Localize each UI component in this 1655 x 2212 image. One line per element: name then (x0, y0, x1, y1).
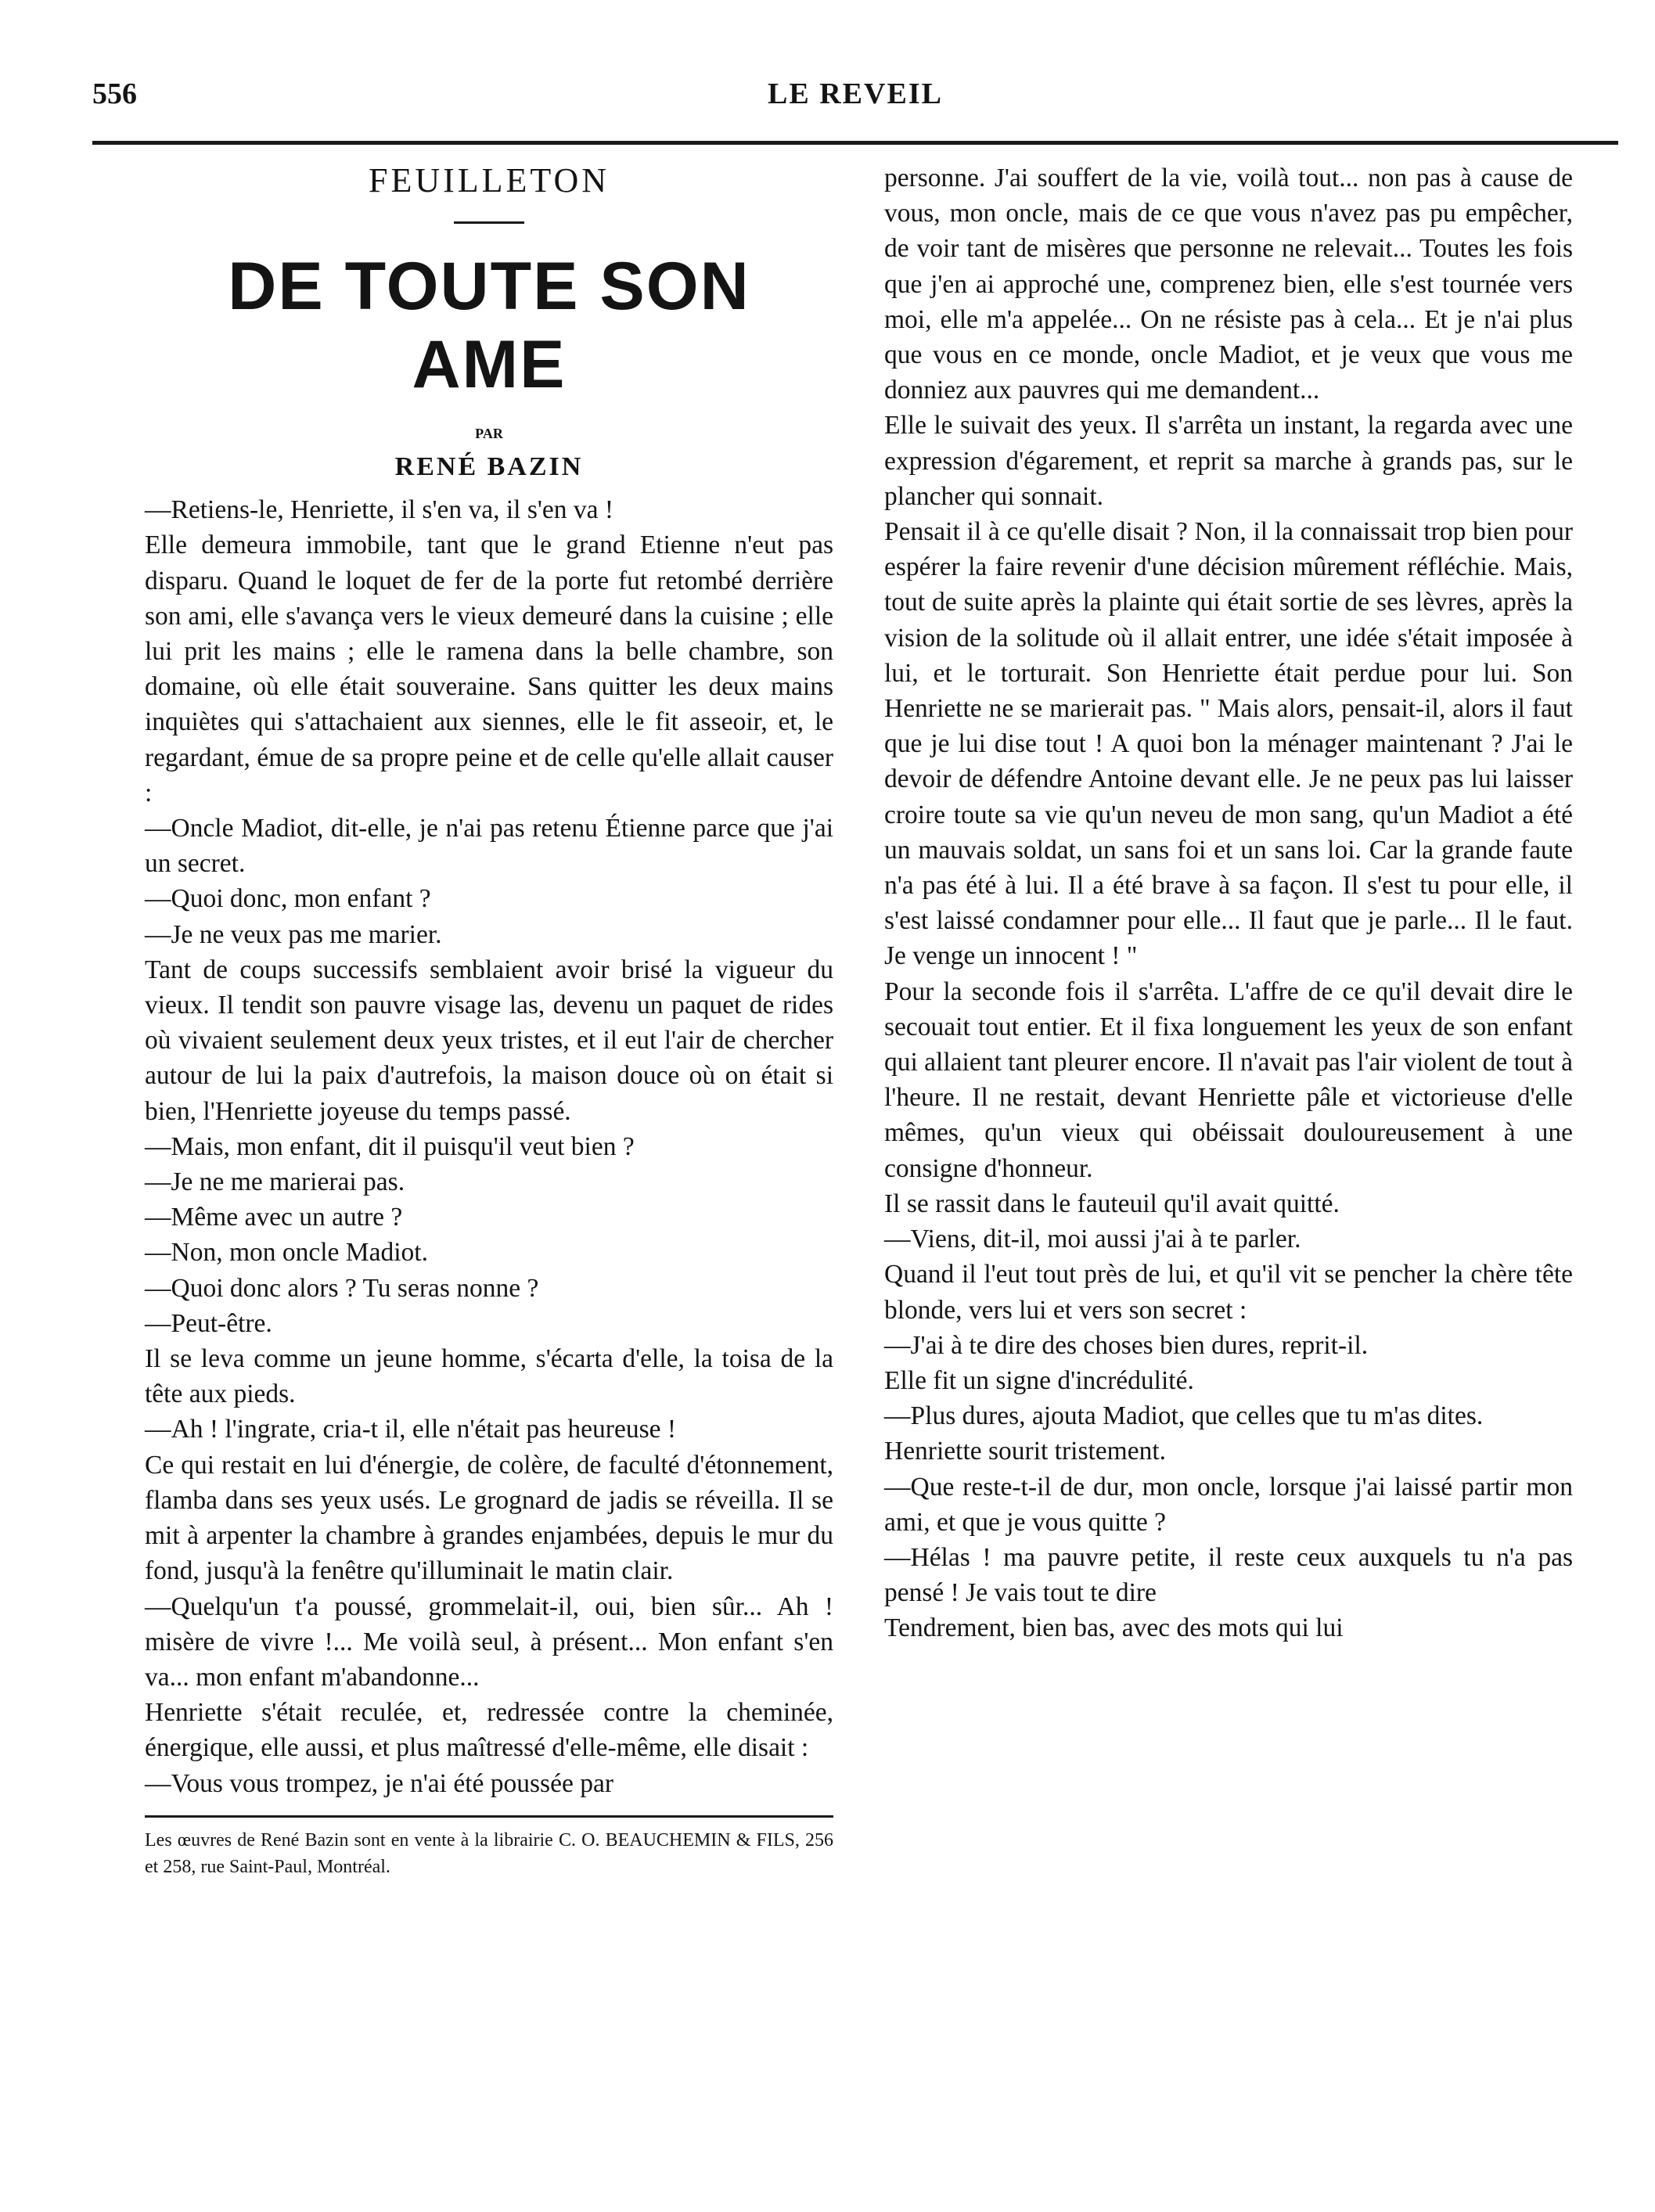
paragraph: —Non, mon oncle Madiot. (145, 1238, 428, 1268)
paragraph: —Viens, dit-il, moi aussi j'ai à te parler. (884, 1225, 1301, 1254)
paragraph: Il se leva comme un jeune homme, s'écarta d'elle, la toisa de la tête aux pieds. (145, 1344, 833, 1409)
paragraph: —Plus dures, ajouta Madiot, que celles que tu m'as dites. (884, 1401, 1484, 1431)
right-column (884, 160, 1573, 1646)
paragraph: —Vous vous trompez, je n'ai été poussée par (145, 1768, 613, 1798)
header-rule (92, 141, 1618, 145)
paragraph: Pensait il à ce qu'elle disait ? Non, il la connaissait trop bien pour espérer la faire revenir d'une décision mûrement réfléchie. Mais, tout de suite après la plainte qui était sortie de ses lèvres, après la vision de la solitude où il allait entrer, une idée s'était imposée à lui, et le torturait. Son Henriette était perdue pour lui. Son Henriette ne se marierait pas. " Mais alors, pensait-il, alors il faut que je lui dise tout ! A quoi bon la ménager maintenant ? J'ai le devoir de défendre Antoine devant elle. Je ne peux pas lui laisser croire toute sa vie qu'un neveu de mon sang, qu'un Madiot a été un mauvais soldat, un sans foi et un sans loi. Car la grande faute n'a pas été à lui. Il a été brave à sa façon. Il s'est tu pour elle, il s'est laissé condamner pour elle... Il faut que je parle... Il le faut. Je venge un innocent ! " (884, 517, 1573, 971)
paragraph: —Que reste-t-il de dur, mon oncle, lorsque j'ai laissé partir mon ami, et que je vous quitte ? (884, 1472, 1573, 1537)
paragraph: Henriette sourit tristement. (884, 1437, 1167, 1466)
paragraph: Ce qui restait en lui d'énergie, de colère, de faculté d'étonnement, flamba dans ses yeux usés. Le grognard de jadis se réveilla. Il se mit à arpenter la chambre à grandes enjambées, depuis le mur du fond, jusqu'à la fenêtre qu'illuminait le matin clair. (145, 1450, 833, 1586)
author-name: RENÉ BAZIN (394, 452, 584, 481)
paragraph: —Quoi donc alors ? Tu seras nonne ? (145, 1273, 539, 1303)
page-header (92, 77, 1618, 124)
paragraph: —Peut-être. (145, 1308, 272, 1338)
paragraph: personne. J'ai souffert de la vie, voilà tout... non pas à cause de vous, mon oncle, mais de ce que vous n'avez pas pu empêcher, de voir tant de misères que personne ne relevait... Toutes les fois que j'en ai approché une, comprenez bien, elle s'est tournée vers moi, elle m'a appelée... On ne résiste pas à cela... Et je n'ai plus que vous en ce monde, oncle Madiot, et je veux que vous me donniez aux pauvres qui me demandent... (884, 164, 1573, 405)
paragraph: Henriette s'était reculée, et, redressée contre la cheminée, énergique, elle aussi, et plus maîtressé d'elle-même, elle disait : (145, 1698, 833, 1763)
paragraph: —Quelqu'un t'a poussé, grommelait-il, oui, bien sûr... Ah ! misère de vivre !... Me voilà seul, à présent... Mon enfant s'en va... mon enfant m'abandonne... (145, 1592, 833, 1692)
story-title: DE TOUTE SON AME (228, 249, 750, 402)
page-number: 556 (92, 77, 137, 110)
paragraph: —Oncle Madiot, dit-elle, je n'ai pas retenu Étienne parce que j'ai un secret. (145, 814, 833, 879)
footnote: Les œuvres de René Bazin sont en vente à la librairie C. O. BEAUCHEMIN & FILS, 256 et 258, rue Saint-Paul, Montréal. (145, 1829, 833, 1877)
paragraph: Elle le suivait des yeux. Il s'arrêta un instant, la regarda avec une expression d'égarement, et reprit sa marche à grands pas, sur le plancher qui sonnait. (884, 411, 1573, 511)
paragraph: Il se rassit dans le fauteuil qu'il avait quitté. (884, 1189, 1340, 1218)
section-rule (454, 221, 524, 224)
paragraph: —Ah ! l'ingrate, cria-t il, elle n'était pas heureuse ! (145, 1415, 677, 1444)
paragraph: Pour la seconde fois il s'arrêta. L'affre de ce qu'il devait dire le secouait tout entier. Et il fixa longuement les yeux de son enfant qui allaient tant pleurer encore. Il n'avait pas l'air violent de tout à l'heure. Il ne restait, devant Henriette pâle et victorieuse d'elle mêmes, qu'un vieux qui obéissait douloureusement à une consigne d'honneur. (884, 977, 1573, 1183)
left-column (145, 160, 833, 1880)
journal-title: LE REVEIL (768, 77, 943, 110)
section-heading: FEUILLETON (368, 161, 610, 200)
paragraph: Elle demeura immobile, tant que le grand Etienne n'eut pas disparu. Quand le loquet de fer de la porte fut retombé derrière son ami, elle s'avança vers le vieux demeuré dans la cuisine ; elle lui prit les mains ; elle le ramena dans la belle chambre, son domaine, où elle était souveraine. Sans quitter les deux mains inquiètes qui s'attachaient aux siennes, elle le fit asseoir, et, le regardant, émue de sa propre peine et de celle qu'elle allait causer : (145, 531, 833, 807)
byline-par: PAR (475, 426, 503, 441)
paragraph: —Quoi donc, mon enfant ? (145, 884, 431, 914)
paragraph: —Mais, mon enfant, dit il puisqu'il veut bien ? (145, 1131, 635, 1161)
footnote-rule (145, 1815, 833, 1818)
paragraph: —J'ai à te dire des choses bien dures, reprit-il. (884, 1330, 1369, 1360)
paragraph: —Retiens-le, Henriette, il s'en va, il s'en va ! (145, 495, 614, 525)
paragraph: Tant de coups successifs semblaient avoir brisé la vigueur du vieux. Il tendit son pauvre visage las, devenu un paquet de rides où vivaient seulement deux yeux tristes, et il eut l'air de chercher autour de lui la paix d'autrefois, la maison douce où on était si bien, l'Henriette joyeuse du temps passé. (145, 955, 833, 1126)
paragraph: Tendrement, bien bas, avec des mots qui lui (884, 1613, 1344, 1643)
paragraph: Elle fit un signe d'incrédulité. (884, 1365, 1194, 1395)
paragraph: Quand il l'eut tout près de lui, et qu'il vit se pencher la chère tête blonde, vers lui et vers son secret : (884, 1260, 1573, 1325)
paragraph: —Même avec un autre ? (145, 1203, 403, 1232)
paragraph: —Je ne me marierai pas. (145, 1167, 405, 1197)
paragraph: —Je ne veux pas me marier. (145, 919, 442, 949)
paragraph: —Hélas ! ma pauvre petite, il reste ceux auxquels tu n'a pas pensé ! Je vais tout te dire (884, 1542, 1573, 1608)
